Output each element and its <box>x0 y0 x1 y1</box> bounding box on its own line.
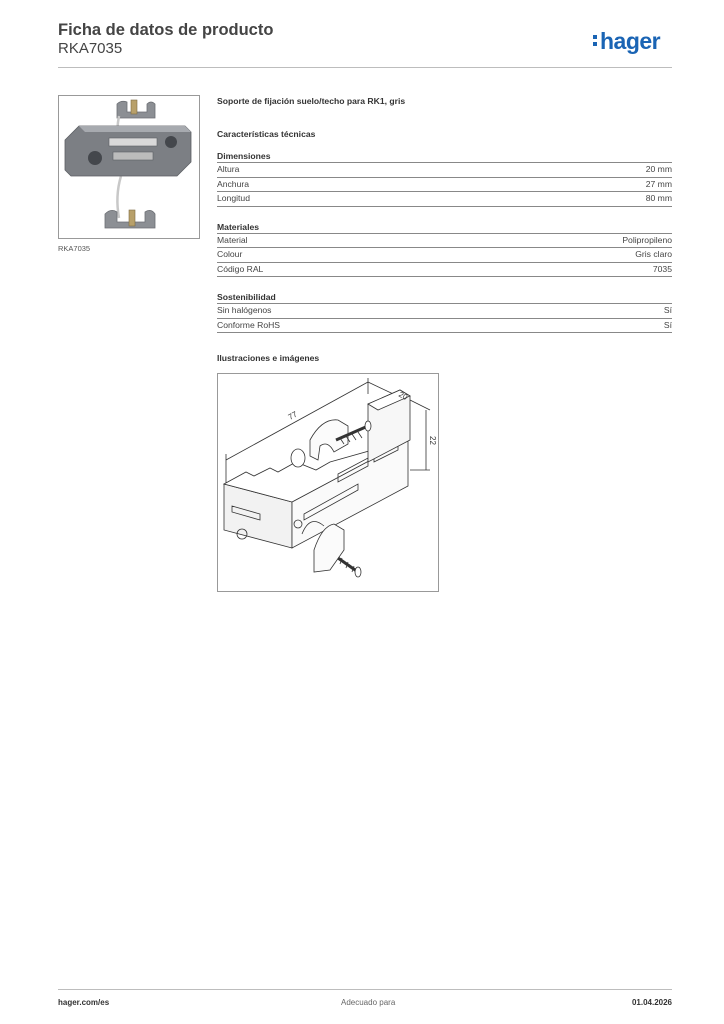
footer-suitability: Adecuado para <box>341 998 396 1007</box>
spec-row <box>217 248 672 263</box>
section-title-dimensions: Dimensiones <box>217 151 672 163</box>
spec-row <box>217 163 672 178</box>
spec-label: Material <box>217 234 248 245</box>
product-illustration-icon <box>59 96 199 238</box>
product-details <box>217 96 672 592</box>
spec-value: 80 mm <box>645 193 672 203</box>
spec-value: Polipropileno <box>622 234 672 245</box>
illustrations-heading: Ilustraciones e imágenes <box>217 353 320 363</box>
spec-row <box>217 304 672 319</box>
spec-label: Longitud <box>217 193 250 203</box>
spec-row <box>217 263 672 278</box>
spec-label: Altura <box>217 164 240 174</box>
spec-label: Colour <box>217 249 243 259</box>
technical-characteristics-heading: Características técnicas <box>217 129 316 139</box>
dimension-drawing <box>217 373 439 592</box>
spec-row <box>217 192 672 207</box>
spec-label: Anchura <box>217 178 250 189</box>
spec-value: 20 mm <box>645 164 672 174</box>
dim-width-label: 20 <box>397 389 410 402</box>
spec-row <box>217 234 672 249</box>
footer-divider <box>58 989 672 990</box>
product-code: RKA7035 <box>58 40 123 57</box>
photo-caption: RKA7035 <box>58 244 91 253</box>
spec-label: Código RAL <box>217 263 264 274</box>
technical-drawing-icon <box>218 374 438 591</box>
logo-text: hager <box>600 28 661 54</box>
spec-row <box>217 319 672 334</box>
page-title: Ficha de datos de producto <box>58 21 274 39</box>
product-description: Soporte de fijación suelo/techo para RK1, gris <box>217 96 406 106</box>
spec-value: Gris claro <box>635 249 672 259</box>
spec-value: 7035 <box>652 263 672 274</box>
logo-colon-icon <box>592 28 599 48</box>
hager-logo[interactable] <box>592 28 660 55</box>
spec-label: Sin halógenos <box>217 305 272 315</box>
spec-row <box>217 178 672 193</box>
footer-website-link[interactable]: hager.com/es <box>58 998 110 1007</box>
spec-value: Sí <box>663 319 672 330</box>
spec-label: Conforme RoHS <box>217 319 281 330</box>
dim-height-label: 22 <box>428 436 437 445</box>
footer-date: 01.04.2026 <box>631 998 672 1007</box>
spec-value: 27 mm <box>645 178 672 189</box>
section-title-sustainability: Sostenibilidad <box>217 292 672 304</box>
section-title-materials: Materiales <box>217 222 672 234</box>
spec-value: Sí <box>663 305 672 315</box>
product-photo <box>58 95 200 239</box>
header-divider <box>58 67 672 68</box>
dim-length-label: 77 <box>286 409 299 422</box>
